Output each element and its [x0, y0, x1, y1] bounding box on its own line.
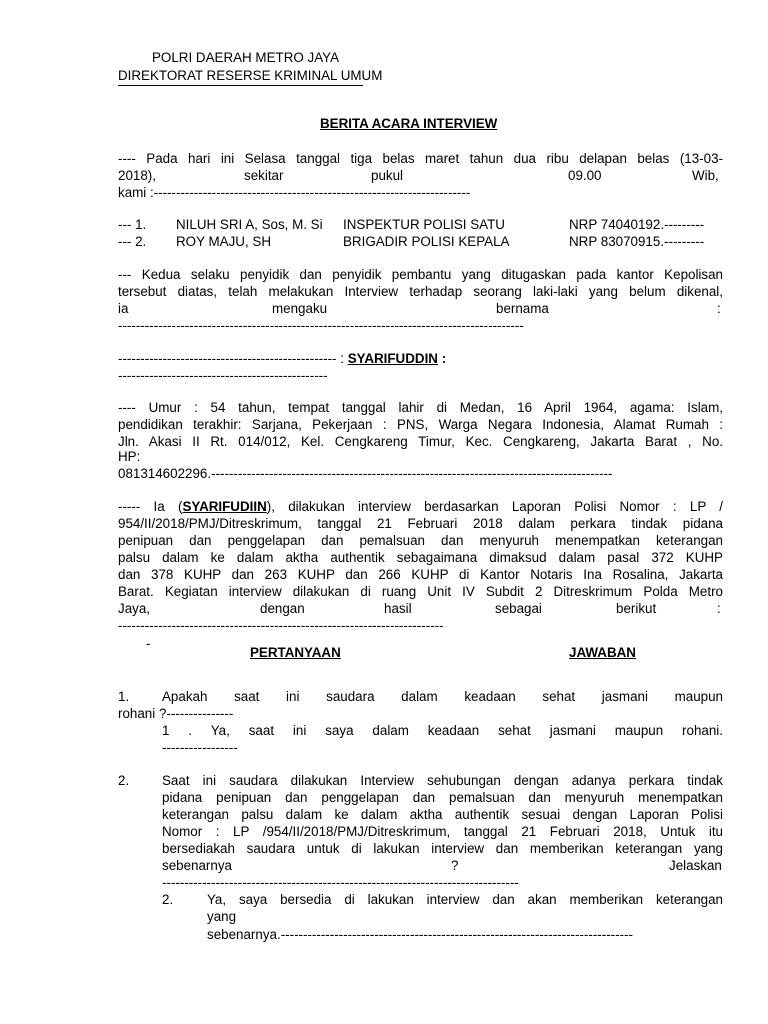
officer-2-rank: BRIGADIR POLISI KEPALA — [343, 234, 510, 249]
header-line-1: POLRI DAERAH METRO JAYA — [152, 50, 340, 65]
kedua-line-3a: ia — [118, 301, 129, 316]
a2-line-1: Ya, saya bersedia di lakukan interview dan akan memberikan keterangan — [207, 892, 723, 907]
kedua-line-3c: bernama — [496, 301, 549, 316]
header-line-2: DIREKTORAT RESERSE KRIMINAL UMUM — [118, 68, 383, 83]
q2-line-2: pidana penipuan dan penggelapan dan pemalsuan dan menyuruh menempatkan — [162, 790, 723, 805]
ia-line-6: Barat. Kegiatan interview dilakukan di ruang Unit IV Subdit 2 Ditreskrimum Polda Metro — [118, 584, 723, 599]
ia-line-7b: dengan — [260, 601, 305, 616]
officer-2-nrp: NRP 83070915.--------- — [569, 234, 705, 249]
q2-line-5: bersediakah saudara untuk di lakukan interview dan memberikan keterangan yang — [162, 841, 723, 856]
q1-line-1: Apakah saat ini saudara dalam keadaan sehat jasmani maupun — [162, 689, 723, 704]
ia-line-8: ------------------------------------------------------------------------- — [118, 618, 444, 633]
q2-line-7: -------------------------------------------------------------------------------- — [162, 875, 519, 890]
intro-line-2b: sekitar — [244, 168, 284, 183]
ia-line-7f: : — [717, 601, 721, 616]
subject-name: SYARIFUDDIN — [347, 351, 438, 366]
name-line-colon: : — [441, 351, 447, 366]
name-line-dashes-2: ----------------------------------------------- — [118, 368, 328, 383]
intro-line-2a: 2018), — [118, 168, 156, 183]
kedua-line-2: tersebut diatas, telah melakukan Interview terhadap seorang laki-laki yang belum dikenal, — [118, 284, 723, 299]
ia-line-2: 954/II/2018/PMJ/Ditreskrimum, tanggal 21 Februari 2018 dalam perkara tindak pidana — [118, 516, 723, 531]
kedua-line-4: ------------------------------------------------------------------------------------------- — [118, 318, 524, 333]
bio-line-2: pendidikan terakhir: Sarjana, Pekerjaan : PNS, Warga Negara Indonesia, Alamat Rumah : — [118, 417, 723, 432]
intro-line-3: kami :----------------------------------------------------------------------- — [118, 185, 471, 200]
ia-line-1 — [118, 498, 723, 515]
intro-line-2d: 09.00 — [568, 168, 602, 183]
ia-line-7a: Jaya, — [118, 601, 151, 616]
officer-2-name: ROY MAJU, SH — [176, 234, 271, 249]
officer-1-rank: INSPEKTUR POLISI SATU — [343, 217, 505, 232]
a2-line-3: sebenarnya.------------------------------------------------------------------------------- — [207, 927, 633, 942]
ia-line-7d: sebagai — [495, 601, 542, 616]
bio-line-5: 081314602296.------------------------------------------------------------------------------------------ — [118, 466, 613, 481]
q2-line-3: keterangan palsu dalam ke dalam aktha authentik sesuai dengan Laporan Polisi — [162, 807, 723, 822]
ia-line-3: penipuan dan penggelapan dan pemalsuan dan menyuruh menempatkan keterangan — [118, 533, 723, 548]
a2-number: 2. — [162, 892, 174, 907]
officer-1-prefix: --- 1. — [118, 217, 147, 232]
column-header-jawaban: JAWABAN — [569, 645, 636, 660]
stray-dash: - — [146, 636, 151, 651]
q2-line-6c: Jelaskan — [669, 858, 722, 873]
q1-line-2: rohani ?--------------- — [118, 706, 234, 721]
officer-1-name: NILUH SRI A, Sos, M. Si — [176, 217, 323, 232]
ia-line-4: palsu dalam ke dalam aktha authentik sebagaimana dimaksud dalam pasal 372 KUHP — [118, 550, 723, 565]
officer-2-prefix: --- 2. — [118, 234, 147, 249]
ia-line-1a: ----- Ia ( — [118, 499, 183, 514]
ia-line-7c: hasil — [384, 601, 412, 616]
column-header-pertanyaan: PERTANYAAN — [250, 645, 341, 660]
name-line — [118, 350, 446, 367]
bio-line-3: Jln. Akasi II Rt. 014/012, Kel. Cengkareng Timur, Kec. Cengkareng, Jakarta Barat , No. — [118, 434, 723, 449]
bio-line-1: ---- Umur : 54 tahun, tempat tanggal lahir di Medan, 16 April 1964, agama: Islam, — [118, 400, 723, 415]
bio-line-4: HP: — [118, 449, 141, 464]
a2-line-2: yang — [207, 909, 237, 924]
q2-line-4: Nomor : LP /954/II/2018/PMJ/Ditreskrimum, tanggal 21 Februari 2018, Untuk itu — [162, 824, 723, 839]
officer-1-nrp: NRP 74040192.--------- — [569, 217, 705, 232]
kedua-line-1: --- Kedua selaku penyidik dan penyidik pembantu yang ditugaskan pada kantor Kepolisan — [118, 267, 723, 282]
kedua-line-3b: mengaku — [272, 301, 328, 316]
kedua-line-3d: : — [717, 301, 721, 316]
q2-number: 2. — [118, 773, 130, 788]
ia-line-5: dan 378 KUHP dan 263 KUHP dan 266 KUHP di Kantor Notaris Ina Rosalina, Jakarta — [118, 567, 723, 582]
intro-line-2e: Wib, — [692, 168, 719, 183]
q2-line-1: Saat ini saudara dilakukan Interview sehubungan dengan adanya perkara tindak — [162, 773, 723, 788]
document-title: BERITA ACARA INTERVIEW — [320, 116, 498, 131]
intro-line-2c: pukul — [371, 168, 404, 183]
ia-subject-name: SYARIFUDIIN — [182, 499, 267, 514]
ia-line-7e: berikut — [616, 601, 657, 616]
ia-line-1b: ), dilakukan interview berdasarkan Laporan Polisi Nomor : LP / — [266, 499, 723, 514]
intro-line-1: ---- Pada hari ini Selasa tanggal tiga belas maret tahun dua ribu delapan belas (13-03- — [118, 151, 723, 166]
name-line-dashes: ------------------------------------------------- : — [118, 351, 344, 366]
q2-line-6b: ? — [451, 858, 459, 873]
q1-number: 1. — [118, 689, 130, 704]
q2-line-6a: sebenarnya — [162, 858, 232, 873]
a1-line-2: ----------------- — [162, 740, 238, 755]
a1-line-1: 1 . Ya, saat ini saya dalam keadaan sehat jasmani maupun rohani. — [162, 723, 723, 738]
header-underline — [118, 85, 363, 86]
